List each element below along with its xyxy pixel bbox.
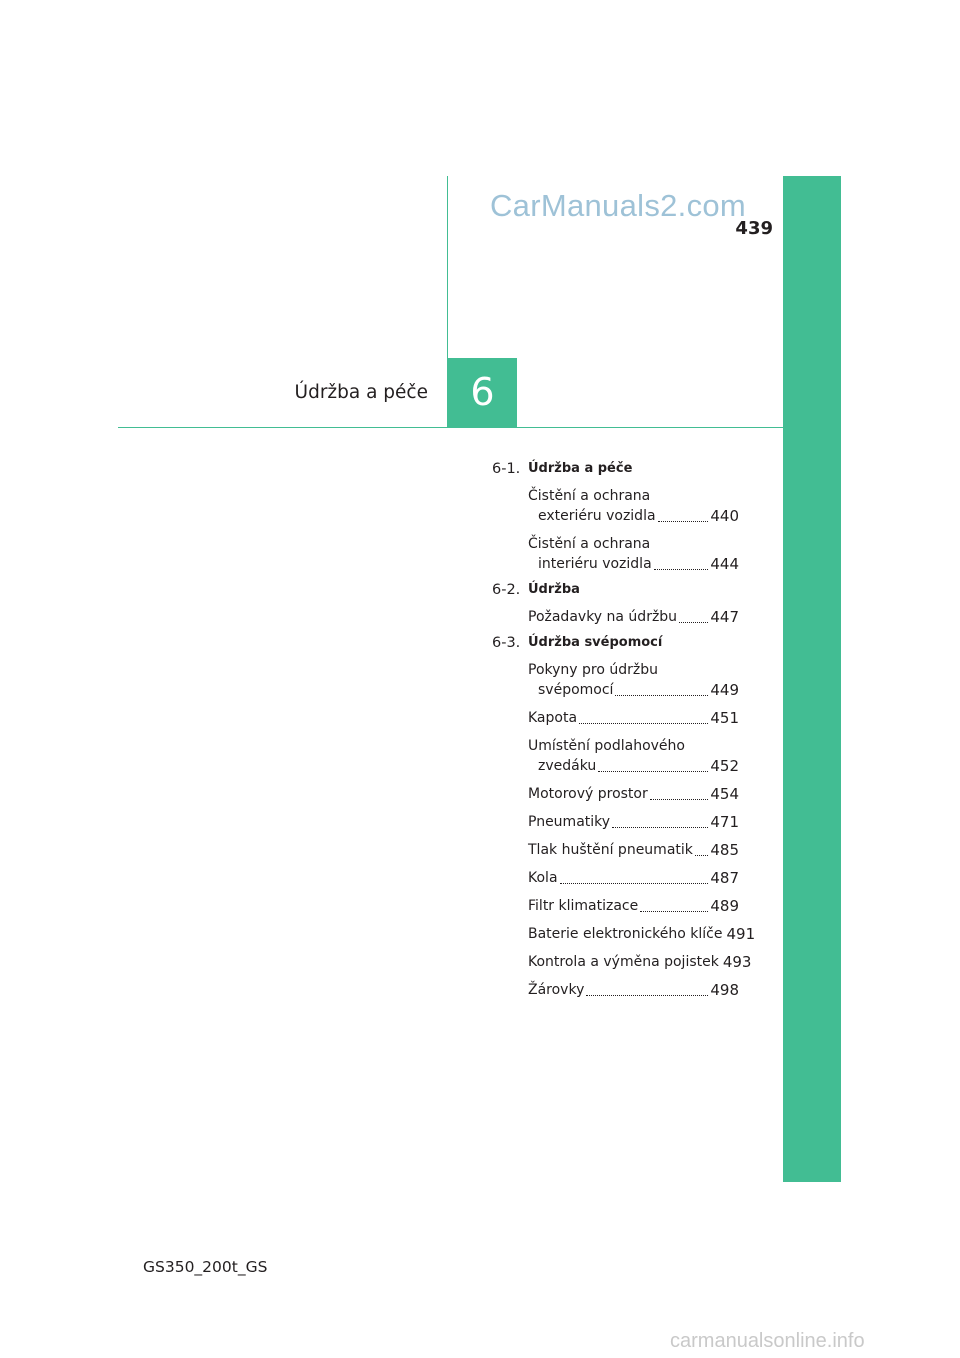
dot-leader (695, 836, 708, 856)
section-title: Údržba svépomocí (528, 635, 663, 650)
toc-entry-row (528, 896, 739, 916)
toc-entry-row (528, 607, 739, 627)
toc-entry-row (528, 708, 739, 728)
toc-entry-row (528, 840, 739, 860)
dot-leader (598, 752, 708, 772)
dot-leader (654, 550, 709, 570)
toc-entry[interactable] (528, 708, 739, 728)
toc-entry-row (528, 756, 739, 776)
section-number: 6-1. (492, 461, 521, 477)
table-of-contents (492, 461, 756, 1008)
footer-watermark: carmanualsonline.info (670, 1330, 865, 1352)
toc-page-number: 451 (710, 709, 739, 727)
chapter-number-box (448, 358, 517, 427)
toc-entry-title: Kola (528, 870, 558, 886)
toc-entry-title-line: Pokyny pro údržbu (528, 662, 658, 678)
section-number: 6-3. (492, 635, 521, 651)
toc-entry-title-line: Čistění a ochrana (528, 488, 651, 504)
toc-entry[interactable] (528, 660, 739, 700)
toc-page-number: 493 (722, 953, 752, 971)
toc-entry-title: Tlak huštění pneumatik (528, 842, 693, 858)
toc-entry[interactable] (528, 924, 756, 944)
toc-entry-title: Žárovky (528, 982, 585, 998)
toc-entry-row (528, 924, 756, 944)
toc-entry[interactable] (528, 607, 739, 627)
toc-page-number: 447 (710, 608, 739, 626)
toc-entry[interactable] (528, 980, 739, 1000)
toc-page-number: 471 (710, 813, 739, 831)
header-divider-horizontal (118, 427, 784, 428)
toc-entry-row (528, 554, 739, 574)
toc-entry-row (528, 812, 739, 832)
toc-page-number: 452 (710, 757, 739, 775)
dot-leader (612, 808, 708, 828)
footer-model-code: GS350_200t_GS (143, 1258, 268, 1276)
dot-leader (650, 780, 709, 800)
dot-leader (615, 676, 708, 696)
toc-entry-title: Filtr klimatizace (528, 898, 639, 914)
toc-page-number: 491 (726, 925, 756, 943)
dot-leader (579, 704, 708, 724)
toc-entry-title: Kontrola a výměna pojistek (528, 954, 719, 970)
toc-page-number: 498 (710, 981, 739, 999)
toc-entry[interactable] (528, 812, 739, 832)
toc-section-heading (492, 582, 739, 601)
toc-entry-title-line: Čistění a ochrana (528, 536, 651, 552)
toc-entry[interactable] (528, 784, 739, 804)
toc-section-heading (492, 461, 739, 480)
chapter-number: 6 (470, 370, 495, 414)
toc-entry-row (528, 784, 739, 804)
toc-page-number: 449 (710, 681, 739, 699)
toc-page-number: 454 (710, 785, 739, 803)
dot-leader (560, 864, 709, 884)
dot-leader (586, 976, 708, 996)
toc-entry-title: interiéru vozidla (538, 556, 652, 572)
chapter-title: Údržba a péče (294, 382, 428, 403)
toc-entry-title-line: Umístění podlahového (528, 738, 685, 754)
toc-entry[interactable] (528, 952, 752, 972)
toc-entry-row (528, 680, 739, 700)
dot-leader (658, 502, 709, 522)
toc-entry-title: zvedáku (538, 758, 597, 774)
toc-entry-row (528, 980, 739, 1000)
dot-leader (640, 892, 708, 912)
toc-entry-title: Motorový prostor (528, 786, 648, 802)
toc-page-number: 487 (710, 869, 739, 887)
toc-entry[interactable] (528, 868, 739, 888)
toc-entry[interactable] (528, 486, 739, 526)
toc-page-number: 444 (710, 555, 739, 573)
toc-entry-title: svépomocí (538, 682, 614, 698)
toc-entry[interactable] (528, 840, 739, 860)
section-number: 6-2. (492, 582, 521, 598)
toc-entry[interactable] (528, 896, 739, 916)
toc-page-number: 440 (710, 507, 739, 525)
watermark-logo: CarManuals2.com (490, 188, 747, 223)
toc-entry-title: Požadavky na údržbu (528, 609, 678, 625)
dot-leader (679, 603, 708, 623)
toc-section-heading (492, 635, 739, 654)
page-number: 439 (735, 218, 773, 239)
section-title: Údržba (528, 582, 580, 597)
section-title: Údržba a péče (528, 461, 633, 476)
toc-entry-title: Baterie elektronického klíče (528, 926, 723, 942)
toc-entry-title: Kapota (528, 710, 578, 726)
toc-page-number: 489 (710, 897, 739, 915)
toc-entry-title: exteriéru vozidla (538, 508, 656, 524)
toc-entry[interactable] (528, 534, 739, 574)
toc-entry-title: Pneumatiky (528, 814, 611, 830)
toc-entry[interactable] (528, 736, 739, 776)
chapter-side-tab (783, 176, 841, 1182)
toc-entry-row (528, 506, 739, 526)
toc-page-number: 485 (710, 841, 739, 859)
toc-entry-row (528, 952, 752, 972)
toc-entry-row (528, 868, 739, 888)
